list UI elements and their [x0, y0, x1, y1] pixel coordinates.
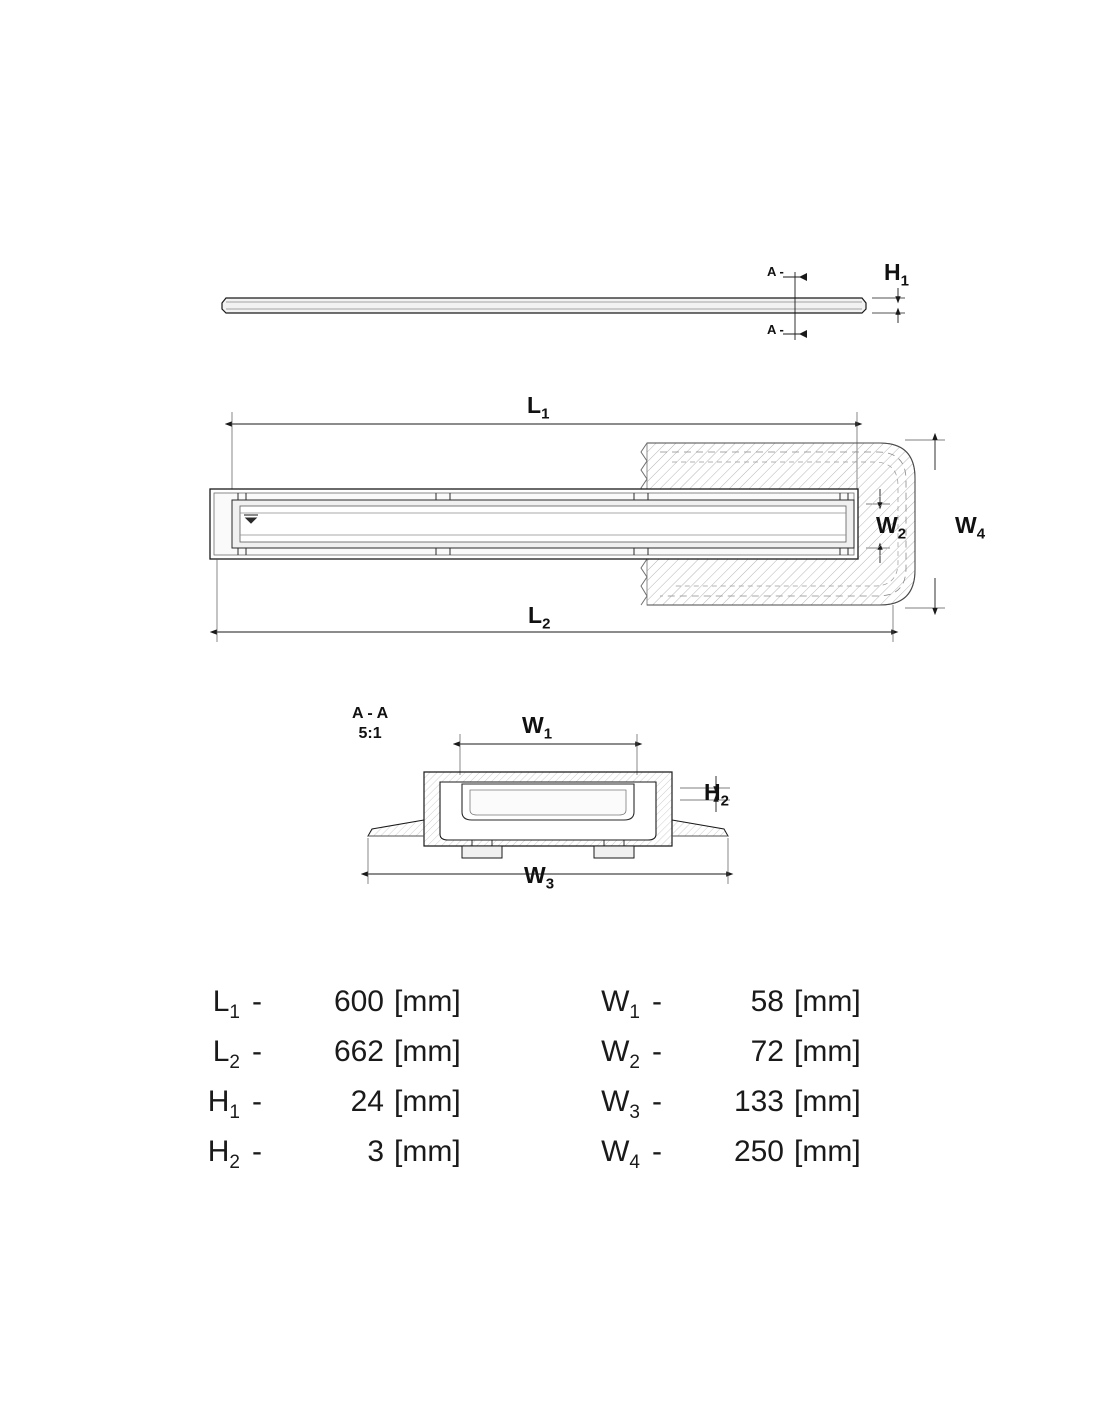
- spec-symbol: $H_2$: [207, 1135, 240, 1173]
- section-mark-top: A -: [767, 264, 784, 279]
- spec-dash: -: [252, 1135, 262, 1168]
- spec-unit: [mm]: [394, 1085, 461, 1118]
- dim-label-h2: $H_2$: [704, 779, 729, 810]
- spec-row-h2: [150, 1135, 550, 1185]
- spec-unit: [mm]: [794, 1135, 861, 1168]
- spec-value: 250: [733, 1135, 784, 1168]
- dim-label-h1: $H_1$: [884, 259, 909, 290]
- spec-row-l2: [150, 1035, 550, 1085]
- spec-symbol: $L_1$: [212, 985, 240, 1023]
- spec-dash: -: [252, 1035, 262, 1068]
- spec-row-w4: [550, 1135, 950, 1185]
- section-title: A - A: [352, 705, 389, 722]
- spec-unit: [mm]: [394, 1135, 461, 1168]
- spec-dash: -: [652, 985, 662, 1018]
- spec-row-w3: [550, 1085, 950, 1135]
- dim-label-w3: $W_3$: [524, 862, 555, 893]
- dim-label-w2: $W_2$: [876, 512, 907, 543]
- dim-label-l2: $L_2$: [528, 602, 551, 633]
- spec-symbol: $W_4$: [601, 1135, 640, 1173]
- spec-symbol: $W_3$: [601, 1085, 640, 1123]
- section-scale: 5:1: [358, 725, 382, 742]
- dimension-spec-table: [150, 985, 950, 1185]
- spec-value: 600: [333, 985, 384, 1018]
- spec-symbol: $H_1$: [207, 1085, 240, 1123]
- section-mark-bottom: A -: [767, 322, 784, 337]
- spec-unit: [mm]: [794, 1085, 861, 1118]
- spec-value: 72: [750, 1035, 784, 1068]
- spec-dash: -: [652, 1135, 662, 1168]
- plan-view: [210, 412, 945, 642]
- spec-row-l1: [150, 985, 550, 1035]
- spec-value: 662: [333, 1035, 384, 1068]
- spec-unit: [mm]: [394, 985, 461, 1018]
- spec-symbol: $W_2$: [601, 1035, 640, 1073]
- dim-label-w4: $W_4$: [955, 512, 986, 543]
- spec-row-w2: [550, 1035, 950, 1085]
- spec-value: 24: [350, 1085, 384, 1118]
- spec-dash: -: [652, 1035, 662, 1068]
- spec-unit: [mm]: [794, 1035, 861, 1068]
- side-elevation-view: [222, 272, 905, 340]
- spec-value: 58: [750, 985, 784, 1018]
- spec-row-w1: [550, 985, 950, 1035]
- section-title-note: [352, 704, 388, 744]
- spec-dash: -: [252, 985, 262, 1018]
- spec-dash: -: [252, 1085, 262, 1118]
- spec-symbol: $W_1$: [601, 985, 640, 1023]
- spec-dash: -: [652, 1085, 662, 1118]
- spec-value: 133: [733, 1085, 784, 1118]
- dim-label-w1: $W_1$: [522, 712, 553, 743]
- spec-unit: [mm]: [794, 985, 861, 1018]
- spec-symbol: $L_2$: [212, 1035, 240, 1073]
- dim-label-l1: $L_1$: [527, 392, 550, 423]
- spec-row-h1: [150, 1085, 550, 1135]
- spec-unit: [mm]: [394, 1035, 461, 1068]
- spec-value: 3: [367, 1135, 384, 1168]
